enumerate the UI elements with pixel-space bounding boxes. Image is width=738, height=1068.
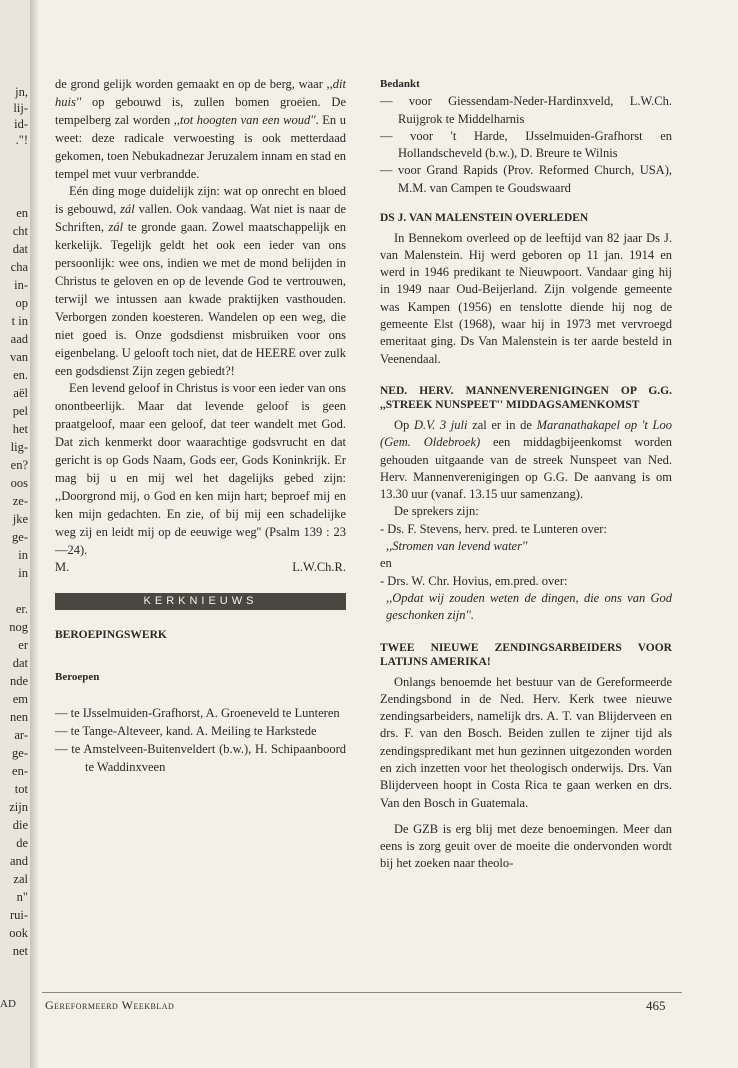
- left-column: [55, 76, 346, 777]
- previous-page-fragment: nde: [9, 674, 28, 688]
- previous-page-fragment: and: [9, 854, 28, 868]
- speaker-conjunction: en: [380, 556, 392, 571]
- previous-page-fragment: nen: [9, 710, 28, 724]
- bedankt-item: — voor Grand Rapids (Prov. Reformed Church, USA), M.M. van Campen te Goudswaard: [380, 163, 672, 195]
- page-number: 465: [646, 998, 666, 1013]
- zendingsarbeiders-text-2: De GZB is erg blij met deze benoemingen. Meer dan eens is zorg geuit over de moeite die ondervonden wordt bij het zoeken naar theolo-: [380, 821, 672, 871]
- previous-page-fragment: in-: [14, 278, 28, 292]
- bedankt-item: — voor 't Harde, IJsselmuiden-Grafhorst en Hollandscheveld (b.w.), D. Breure te Wilnis: [380, 128, 672, 161]
- previous-page-fragment: dat: [12, 242, 28, 256]
- previous-page-fragment: nog: [9, 620, 28, 634]
- speaker-1-title: ,,Stromen van levend water'': [386, 539, 528, 554]
- previous-page-fragment: jn,: [15, 85, 28, 99]
- malenstein-text: In Bennekom overleed op de leeftijd van 82 jaar Ds J. van Malenstein. Hij werd geboren op 11 jan. 1914 en werd in 1946 predikant te Nieuwpoort. Vandaar ging hij in 1949 naar Oud-Beijerland. Zijn volgende gemeente was Kampen (1956) en tenslotte diende hij nog de gemeente Elst (1968), waar hij in 1973 met vervroegd emeritaat ging. Ds Van Malenstein is ter aarde besteld in Veenendaal.: [380, 230, 672, 366]
- beroepingswerk-heading: BEROEPINGSWERK: [55, 629, 167, 642]
- previous-page-fragment: op: [15, 296, 28, 310]
- previous-page-fragment: jke: [12, 512, 28, 526]
- previous-page-fragment: in: [18, 566, 28, 580]
- previous-page-fragment: ze-: [12, 494, 28, 508]
- sprekers-intro: De sprekers zijn:: [394, 504, 479, 519]
- footer-title: Gereformeerd Weekblad: [45, 998, 175, 1012]
- previous-page-fragment: lij-: [13, 101, 28, 115]
- previous-page-fragment: en: [16, 206, 28, 220]
- previous-page-edge: [0, 0, 30, 1068]
- previous-page-fragment: het: [12, 422, 28, 436]
- bedankt-subheading: Bedankt: [380, 78, 420, 90]
- beroepen-item: — te Amstelveen-Buitenveldert (b.w.), H. Schipaanboord te Waddinxveen: [55, 742, 346, 774]
- previous-page-fragment: ge-: [12, 746, 28, 760]
- previous-page-fragment: aad: [10, 332, 28, 346]
- previous-page-fragment: tot: [14, 782, 28, 796]
- previous-page-fragment: ar-: [14, 728, 28, 742]
- speaker-2: - Drs. W. Chr. Hovius, em.pred. over:: [380, 573, 568, 588]
- previous-page-fragment: lig-: [10, 440, 28, 454]
- footer-rule: [42, 992, 682, 993]
- signature-line: [55, 559, 346, 577]
- previous-page-fragment: n": [16, 890, 28, 904]
- previous-page-fragment: ."!: [15, 133, 28, 147]
- previous-page-fragment: dat: [12, 656, 28, 670]
- beroepen-item: — te Tange-Alteveer, kand. A. Meiling te Harkstede: [55, 724, 317, 739]
- previous-page-fragment: cha: [10, 260, 28, 274]
- kerknieuws-banner: KERKNIEUWS: [55, 593, 346, 610]
- previous-page-fragment: er: [18, 638, 28, 652]
- previous-page-fragment: ge-: [12, 530, 28, 544]
- previous-page-fragment: t in: [11, 314, 28, 328]
- previous-page-fragment: rui-: [9, 908, 28, 922]
- previous-page-fragment: aël: [13, 386, 28, 400]
- paragraph-2: Eén ding moge duidelijk zijn: wat op onrecht en bloed is gebouwd, zál vallen. Ook vandaag. Wat niet is naar de Schriften, zál te gronde gaan. Zowel maatschappelijk en kerkelijk. Tegelijk geldt het ook een ieder van ons persoonlijk: wee ons, indien we met de mond belijden in Christus te geloven en op de levende God te vertrouwen, terwijl we intussen aan kwade praktijken vasthouden. Verborgen zonden koesteren. Wandelen op een weg, die niet goed is. Onze godsdienst misbruiken voor ons eigenbelang. U gelooft toch niet, dat de HEERE over zulk een godsdienst Zijn zegen gebiedt?!: [55, 184, 346, 378]
- previous-page-fragment: id-: [14, 117, 28, 131]
- page-gutter: [30, 0, 38, 1068]
- malenstein-heading: DS J. VAN MALENSTEIN OVERLEDEN: [380, 212, 589, 225]
- signature-author: L.W.Ch.R.: [292, 560, 346, 575]
- previous-page-fragment: en?: [10, 458, 28, 472]
- previous-page-fragment: er.: [15, 602, 28, 616]
- signature-initial: M.: [55, 560, 70, 575]
- previous-page-fragment: zal: [13, 872, 28, 886]
- previous-page-fragment: net: [12, 944, 28, 958]
- previous-page-fragment: em: [12, 692, 28, 706]
- footer-fragment: AD: [0, 998, 16, 1010]
- right-column: [380, 76, 672, 873]
- mannenverenigingen-text: Op D.V. 3 juli zal er in de Maranathakapel op 't Loo (Gem. Oldebroek) een middagbijeenkomst worden gehouden uitgaande van de streek Nunspeet van Ned. Herv. Mannenverenigingen op G.G. De aanvang is om 13.30 uur (vanaf. 13.15 uur samenzang).: [380, 417, 672, 502]
- previous-page-fragment: de: [16, 836, 28, 850]
- zendingsarbeiders-text-1: Onlangs benoemde het bestuur van de Gereformeerde Zendingsbond in de Ned. Herv. Kerk twee nieuwe zendingsarbeiders, namelijk drs. A. T. van Blijderveen en drs. F. van den Bosch. Beiden zullen te zijner tijd als zendingspredikant met hun gezinnen uitgezonden worden en zich inzetten voor het theologisch onderwijs. Drs. Van Blijderveen hoopt in Costa Rica te gaan werken en drs. Van den Bosch in Guatemala.: [380, 674, 672, 810]
- previous-page-fragment: en-: [12, 764, 28, 778]
- previous-page-fragment: pel: [12, 404, 28, 418]
- previous-page-fragment: die: [12, 818, 28, 832]
- speaker-2-title: ,,Opdat wij zouden weten de dingen, die ons van God geschonken zijn''.: [386, 590, 672, 623]
- mannenverenigingen-heading: NED. HERV. MANNENVERENIGINGEN OP G.G. ,,STREEK NUNSPEET'' MIDDAGSAMENKOMST: [380, 384, 672, 412]
- previous-page-fragment: zijn: [9, 800, 28, 814]
- zendingsarbeiders-heading: TWEE NIEUWE ZENDINGSARBEIDERS VOOR LATIJNS AMERIKA!: [380, 641, 672, 669]
- previous-page-fragment: cht: [12, 224, 28, 238]
- beroepen-item: — te IJsselmuiden-Grafhorst, A. Groeneveld te Lunteren: [55, 706, 340, 721]
- beroepen-subheading: Beroepen: [55, 671, 100, 684]
- paragraph-1: de grond gelijk worden gemaakt en op de berg, waar ,,dit huis'' op gebouwd is, zullen bomen groeien. De tempelberg zal worden ,,tot hoogten van een woud''. En u weet: deze radicale verwoesting is ook metterdaad gekomen, toen Nebukadnezar Jeruzalem innam en stad en tempel met vuur verbrandde.: [55, 77, 346, 181]
- speaker-1: - Ds. F. Stevens, herv. pred. te Lunteren over:: [380, 521, 607, 536]
- previous-page-fragment: in: [18, 548, 28, 562]
- previous-page-fragment: van: [9, 350, 28, 364]
- previous-page-fragment: en.: [13, 368, 28, 382]
- previous-page-fragment: ook: [9, 926, 28, 940]
- bedankt-item: — voor Giessendam-Neder-Hardinxveld, L.W.Ch. Ruijgrok te Middelharnis: [380, 94, 672, 126]
- paragraph-3: Een levend geloof in Christus is voor een ieder van ons onontbeerlijk. Maar dat levende geloof is geen praatgeloof, maar een geloof, dat teer wandelt met God. Dat zich kenmerkt door waarachtige godsvrucht en dat gericht is op Gods Naam, Gods eer, Gods Koninkrijk. Er mag bij u en mij wel het dagelijks gebed zijn: ,,Doorgrond mij, o God en ken mijn hart; beproef mij en ken mijn gedachten. En zie, of bij mij een schadelijke weg zij en leidt mij op de eeuwige weg'' (Psalm 139 : 23—24).: [55, 381, 346, 557]
- previous-page-fragment: oos: [10, 476, 28, 490]
